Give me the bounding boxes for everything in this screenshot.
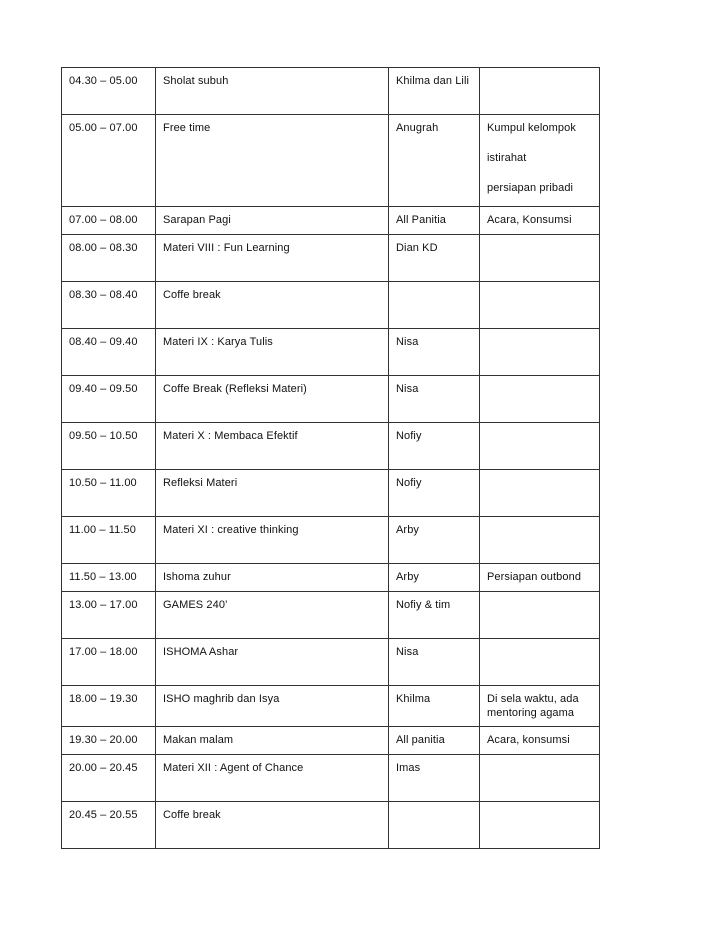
note-cell: Acara, Konsumsi xyxy=(480,207,600,235)
note-line: Kumpul kelompok xyxy=(487,122,576,134)
note-cell xyxy=(480,592,600,639)
pic-cell: Anugrah xyxy=(389,115,480,207)
note-cell xyxy=(480,68,600,115)
pic-cell: Khilma xyxy=(389,686,480,727)
time-cell: 10.50 – 11.00 xyxy=(62,470,156,517)
table-row xyxy=(62,207,600,235)
activity-cell: ISHO maghrib dan Isya xyxy=(156,686,389,727)
time-cell: 13.00 – 17.00 xyxy=(62,592,156,639)
time-cell: 07.00 – 08.00 xyxy=(62,207,156,235)
activity-cell: ISHOMA Ashar xyxy=(156,639,389,686)
pic-cell: Arby xyxy=(389,517,480,564)
note-cell xyxy=(480,517,600,564)
note-cell: Acara, konsumsi xyxy=(480,727,600,755)
time-cell: 08.30 – 08.40 xyxy=(62,282,156,329)
pic-cell: Dian KD xyxy=(389,235,480,282)
note-cell xyxy=(480,235,600,282)
time-cell: 08.40 – 09.40 xyxy=(62,329,156,376)
table-row xyxy=(62,517,600,564)
activity-cell: Materi XI : creative thinking xyxy=(156,517,389,564)
note-cell xyxy=(480,755,600,802)
time-cell: 09.50 – 10.50 xyxy=(62,423,156,470)
pic-cell: Khilma dan Lili xyxy=(389,68,480,115)
table-row xyxy=(62,564,600,592)
note-cell xyxy=(480,376,600,423)
time-cell: 11.00 – 11.50 xyxy=(62,517,156,564)
activity-cell: Refleksi Materi xyxy=(156,470,389,517)
activity-cell: Makan malam xyxy=(156,727,389,755)
activity-cell: Materi VIII : Fun Learning xyxy=(156,235,389,282)
note-cell xyxy=(480,423,600,470)
activity-cell: Coffe break xyxy=(156,802,389,849)
activity-cell: Materi IX : Karya Tulis xyxy=(156,329,389,376)
table-row xyxy=(62,282,600,329)
table-row xyxy=(62,235,600,282)
time-cell: 17.00 – 18.00 xyxy=(62,639,156,686)
time-cell: 09.40 – 09.50 xyxy=(62,376,156,423)
note-cell xyxy=(480,282,600,329)
table-row xyxy=(62,115,600,207)
pic-cell: All panitia xyxy=(389,727,480,755)
pic-cell xyxy=(389,802,480,849)
time-cell: 08.00 – 08.30 xyxy=(62,235,156,282)
table-row xyxy=(62,423,600,470)
table-row xyxy=(62,727,600,755)
pic-cell xyxy=(389,282,480,329)
activity-cell: Sarapan Pagi xyxy=(156,207,389,235)
activity-cell: Free time xyxy=(156,115,389,207)
pic-cell: Nofiy & tim xyxy=(389,592,480,639)
pic-cell: Nisa xyxy=(389,639,480,686)
pic-cell: Arby xyxy=(389,564,480,592)
note-cell xyxy=(480,329,600,376)
time-cell: 05.00 – 07.00 xyxy=(62,115,156,207)
table-row xyxy=(62,686,600,727)
pic-cell: All Panitia xyxy=(389,207,480,235)
table-row xyxy=(62,329,600,376)
activity-cell: Coffe Break (Refleksi Materi) xyxy=(156,376,389,423)
note-cell: Persiapan outbond xyxy=(480,564,600,592)
time-cell: 19.30 – 20.00 xyxy=(62,727,156,755)
time-cell: 20.00 – 20.45 xyxy=(62,755,156,802)
table-row xyxy=(62,376,600,423)
pic-cell: Nofiy xyxy=(389,470,480,517)
table-row xyxy=(62,470,600,517)
note-line: istirahat xyxy=(487,152,527,164)
note-cell xyxy=(480,802,600,849)
time-cell: 04.30 – 05.00 xyxy=(62,68,156,115)
note-cell xyxy=(480,115,600,207)
time-cell: 11.50 – 13.00 xyxy=(62,564,156,592)
table-row xyxy=(62,755,600,802)
pic-cell: Imas xyxy=(389,755,480,802)
pic-cell: Nisa xyxy=(389,329,480,376)
table-row xyxy=(62,802,600,849)
schedule-table xyxy=(61,67,600,849)
activity-cell: Sholat subuh xyxy=(156,68,389,115)
table-row xyxy=(62,639,600,686)
activity-cell: Materi XII : Agent of Chance xyxy=(156,755,389,802)
note-cell: Di sela waktu, ada mentoring agama xyxy=(480,686,600,727)
note-cell xyxy=(480,639,600,686)
table-row xyxy=(62,592,600,639)
time-cell: 18.00 – 19.30 xyxy=(62,686,156,727)
activity-cell: Ishoma zuhur xyxy=(156,564,389,592)
pic-cell: Nofiy xyxy=(389,423,480,470)
table-row xyxy=(62,68,600,115)
note-line: persiapan pribadi xyxy=(487,182,574,194)
time-cell: 20.45 – 20.55 xyxy=(62,802,156,849)
activity-cell: Coffe break xyxy=(156,282,389,329)
pic-cell: Nisa xyxy=(389,376,480,423)
note-cell xyxy=(480,470,600,517)
activity-cell: Materi X : Membaca Efektif xyxy=(156,423,389,470)
activity-cell: GAMES 240’ xyxy=(156,592,389,639)
